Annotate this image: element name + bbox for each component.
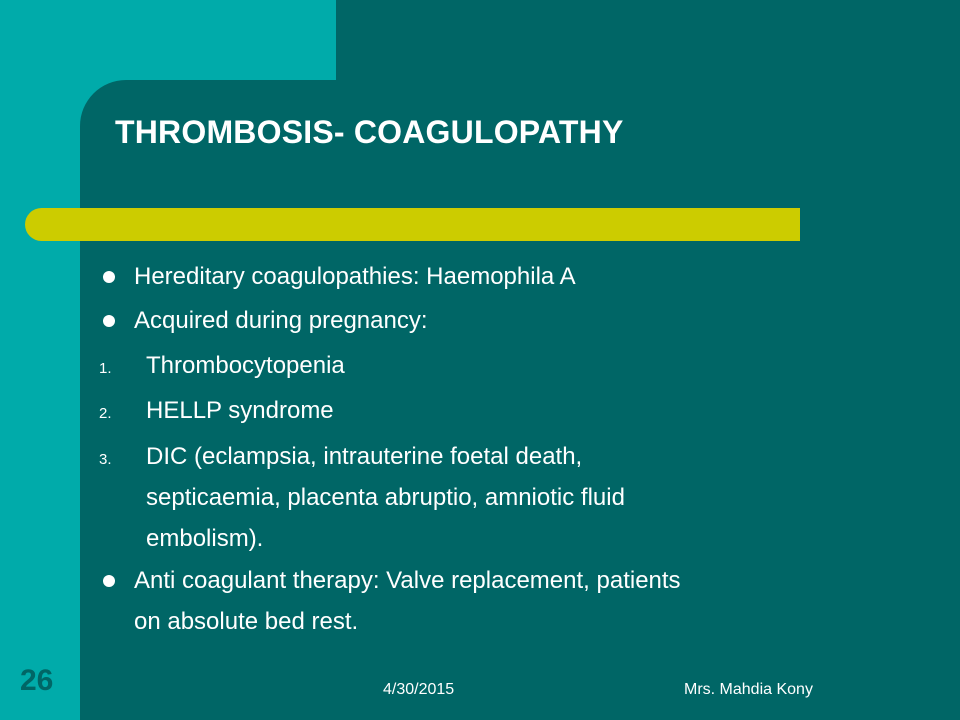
bullet-icon [103, 575, 115, 587]
list-item: Acquired during pregnancy: [134, 307, 428, 334]
list-item: HELLP syndrome [146, 397, 334, 424]
list-item-line: on absolute bed rest. [134, 608, 359, 635]
bullet-icon [103, 271, 115, 283]
footer-date: 4/30/2015 [383, 681, 455, 698]
footer-author: Mrs. Mahdia Kony [684, 681, 813, 698]
list-item-line: Anti coagulant therapy: Valve replacement, patients [134, 567, 681, 594]
list-number: 1. [99, 360, 112, 377]
list-number: 2. [99, 405, 112, 422]
list-item-line: embolism). [146, 525, 264, 552]
slide-title: THROMBOSIS- COAGULOPATHY [115, 114, 624, 150]
slide-number: 26 [20, 664, 54, 697]
list-item: Thrombocytopenia [146, 352, 345, 379]
bullet-icon [103, 315, 115, 327]
list-item-line: DIC (eclampsia, intrauterine foetal death, [146, 443, 583, 470]
list-item-line: septicaemia, placenta abruptio, amniotic fluid [146, 484, 625, 511]
list-item: Hereditary coagulopathies: Haemophila A [134, 263, 576, 290]
list-number: 3. [99, 451, 112, 468]
